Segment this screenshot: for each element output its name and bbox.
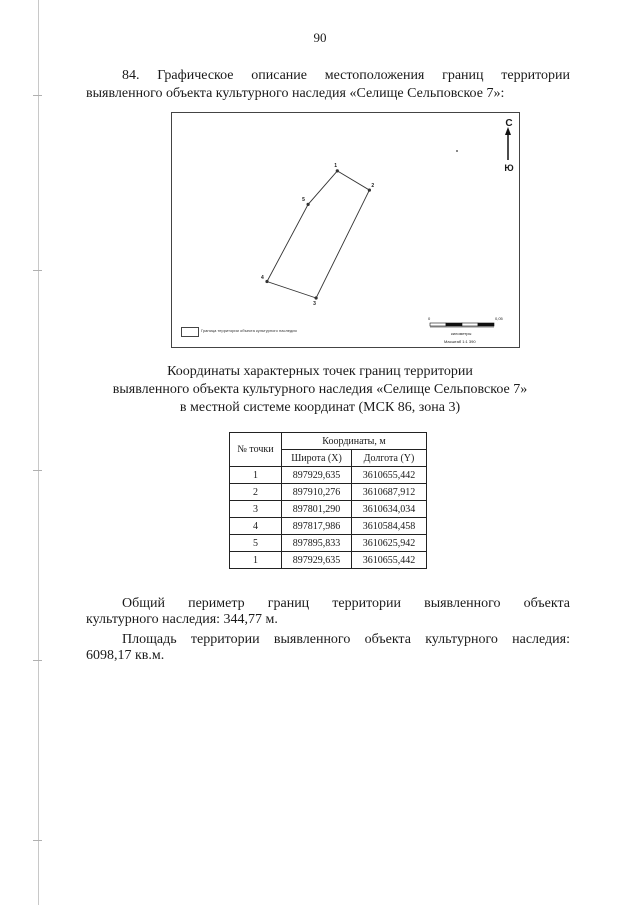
coordinates-caption — [0, 363, 640, 417]
caption-line-3: в местной системе координат (МСК 86, зона 3) — [179, 400, 461, 415]
binding-margin-line — [38, 0, 39, 905]
cell-x: 897929,635 — [282, 467, 352, 484]
caption-line-2: выявленного объекта культурного наследия «Селище Сельповское 7» — [112, 382, 528, 397]
cell-point: 3 — [230, 501, 282, 518]
section-heading — [86, 67, 570, 103]
compass-south-label: Ю — [504, 163, 514, 173]
heading-line-1: 84. Графическое описание местоположения границ территории — [122, 68, 570, 83]
boundary-vertex — [265, 280, 268, 283]
map-dot — [456, 150, 458, 152]
cell-point: 4 — [230, 518, 282, 535]
table-row — [230, 518, 427, 535]
cell-y: 3610625,942 — [352, 535, 427, 552]
scale-bar-segment — [430, 323, 446, 326]
boundary-vertex — [336, 169, 339, 172]
cell-x: 897929,635 — [282, 552, 352, 569]
area-paragraph — [86, 632, 570, 664]
margin-tick — [33, 95, 42, 96]
cell-x: 897817,986 — [282, 518, 352, 535]
margin-tick — [33, 470, 42, 471]
heading-line-2: выявленного объекта культурного наследия «Селище Сельповское 7»: — [86, 86, 505, 101]
scale-bar-segment — [462, 323, 478, 326]
cell-y: 3610687,912 — [352, 484, 427, 501]
boundary-vertex — [307, 203, 310, 206]
boundary-map-svg — [172, 113, 521, 349]
scale-end-label: 0,05 — [495, 316, 503, 321]
cell-point: 1 — [230, 467, 282, 484]
header-coordinates: Координаты, м — [282, 433, 427, 450]
header-longitude-y: Долгота (Y) — [352, 450, 427, 467]
cell-point: 2 — [230, 484, 282, 501]
legend-text: Граница территории объекта культурного наследия — [201, 328, 297, 333]
scale-bar-segment — [446, 323, 462, 326]
page-number: 90 — [313, 30, 327, 45]
territory-boundary — [267, 171, 369, 298]
north-arrow — [502, 118, 516, 178]
cell-point: 1 — [230, 552, 282, 569]
cell-x: 897895,833 — [282, 535, 352, 552]
compass-north-label: С — [505, 118, 513, 129]
vertex-label: 3 — [313, 301, 316, 307]
area-line-1: Площадь территории выявленного объекта культурного наследия: — [122, 632, 570, 647]
header-point-number: № точки — [230, 433, 282, 467]
vertex-label: 1 — [334, 162, 338, 169]
header-latitude-x: Широта (X) — [282, 450, 352, 467]
legend-swatch — [181, 327, 199, 337]
vertex-label: 5 — [302, 197, 305, 204]
table-row — [230, 501, 427, 518]
cell-y: 3610655,442 — [352, 467, 427, 484]
cell-x: 897801,290 — [282, 501, 352, 518]
vertex-label: 4 — [261, 275, 264, 282]
table-row — [230, 535, 427, 552]
cell-y: 3610655,442 — [352, 552, 427, 569]
perimeter-paragraph — [86, 596, 570, 628]
perimeter-line-2: культурного наследия: 344,77 м. — [86, 612, 278, 627]
margin-tick — [33, 270, 42, 271]
margin-tick — [33, 840, 42, 841]
scale-bar-segment — [478, 323, 494, 326]
table-row — [230, 484, 427, 501]
cell-y: 3610584,458 — [352, 518, 427, 535]
scale-zero-label: 0 — [428, 316, 431, 321]
table-row — [230, 467, 427, 484]
vertex-label: 2 — [371, 183, 375, 190]
area-line-2: 6098,17 кв.м. — [86, 648, 165, 663]
scale-unit-label: километры — [451, 331, 472, 336]
table-row — [230, 552, 427, 569]
margin-tick — [33, 660, 42, 661]
cell-point: 5 — [230, 535, 282, 552]
boundary-vertex — [315, 296, 318, 299]
perimeter-line-1: Общий периметр границ территории выявленного объекта — [122, 596, 570, 611]
cell-x: 897910,276 — [282, 484, 352, 501]
cell-y: 3610634,034 — [352, 501, 427, 518]
coordinates-table — [229, 432, 427, 569]
scale-ratio-label: Масштаб 1:1 390 — [444, 339, 476, 344]
caption-line-1: Координаты характерных точек границ территории — [167, 364, 473, 379]
boundary-map — [171, 112, 520, 348]
